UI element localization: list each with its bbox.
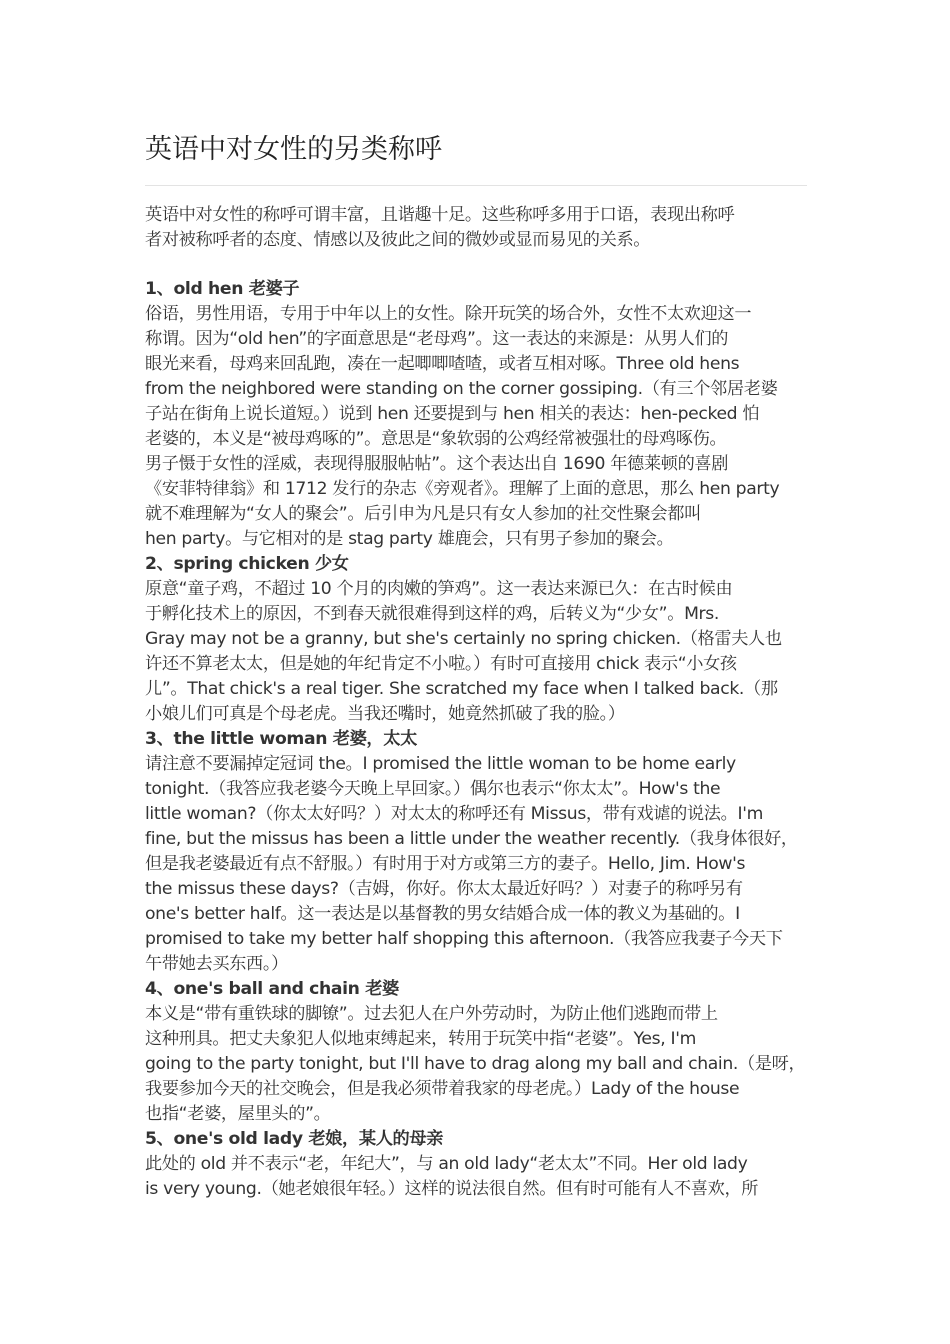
paragraph-line: one's better half。这一表达是以基督教的男女结婚合成一体的教义为基础的。I xyxy=(145,904,740,924)
section-heading: 1、old hen 老婆子 xyxy=(145,279,300,299)
paragraph-line: 男子慑于女性的淫威，表现得服服帖帖”。这个表达出自 1690 年德莱顿的喜剧 xyxy=(145,454,729,474)
paragraph-line: 老婆的，本义是“被母鸡啄的”。意思是“象软弱的公鸡经常被强壮的母鸡啄伤。 xyxy=(145,429,727,449)
article-body xyxy=(145,203,810,1202)
paragraph-line: 于孵化技术上的原因，不到春天就很难得到这样的鸡，后转义为“少女”。Mrs. xyxy=(145,604,719,624)
intro-line: 者对被称呼者的态度、情感以及彼此之间的微妙或显而易见的关系。 xyxy=(145,230,651,250)
section-heading: 5、one's old lady 老娘，某人的母亲 xyxy=(145,1129,444,1149)
section-heading: 2、spring chicken 少女 xyxy=(145,554,349,574)
paragraph-line: promised to take my better half shopping this afternoon.（我答应我妻子今天下 xyxy=(145,929,783,949)
paragraph-line: 就不难理解为“女人的聚会”。后引申为凡是只有女人参加的社交性聚会都叫 xyxy=(145,504,701,524)
paragraph-line: 《安菲特律翁》和 1712 发行的杂志《旁观者》。理解了上面的意思，那么 hen party xyxy=(145,479,780,499)
paragraph-line: 称谓。因为“old hen”的字面意思是“老母鸡”。这一表达的来源是：从男人们的 xyxy=(145,329,729,349)
paragraph-line: fine, but the missus has been a little under the weather recently.（我身体很好， xyxy=(145,829,798,849)
paragraph-line: going to the party tonight, but I'll have to drag along my ball and chain.（是呀， xyxy=(145,1054,806,1074)
paragraph-line: 我要参加今天的社交晚会，但是我必须带着我家的母老虎。）Lady of the house xyxy=(145,1079,740,1099)
paragraph-line: 眼光来看，母鸡来回乱跑，凑在一起唧唧喳喳，或者互相对啄。Three old hens xyxy=(145,354,740,374)
paragraph-line: 这种刑具。把丈夫象犯人似地束缚起来，转用于玩笑中指“老婆”。Yes, I'm xyxy=(145,1029,696,1049)
intro-line: 英语中对女性的称呼可谓丰富，且谐趣十足。这些称呼多用于口语，表现出称呼 xyxy=(145,205,735,225)
paragraph-line: 但是我老婆最近有点不舒服。）有时用于对方或第三方的妻子。Hello, Jim. How's xyxy=(145,854,746,874)
paragraph-line: Gray may not be a granny, but she's certainly no spring chicken.（格雷夫人也 xyxy=(145,629,782,649)
title-divider xyxy=(145,185,807,186)
paragraph-line: 小娘儿们可真是个母老虎。当我还嘴时，她竟然抓破了我的脸。） xyxy=(145,704,625,724)
paragraph-line: 子站在街角上说长道短。）说到 hen 还要提到与 hen 相关的表达：hen-pecked 怕 xyxy=(145,404,760,424)
paragraph-line: 本义是“带有重铁球的脚镣”。过去犯人在户外劳动时，为防止他们逃跑而带上 xyxy=(145,1004,718,1024)
paragraph-line: 午带她去买东西。） xyxy=(145,954,288,974)
paragraph-line: from the neighbored were standing on the corner gossiping.（有三个邻居老婆 xyxy=(145,379,778,399)
paragraph-line: is very young.（她老娘很年轻。）这样的说法很自然。但有时可能有人不喜欢，所 xyxy=(145,1179,759,1199)
paragraph-line: the missus these days?（吉姆，你好。你太太最近好吗？）对妻子的称呼另有 xyxy=(145,879,743,899)
section-heading: 4、one's ball and chain 老婆 xyxy=(145,979,399,999)
section-heading: 3、the little woman 老婆，太太 xyxy=(145,729,417,749)
paragraph-line: 许还不算老太太，但是她的年纪肯定不小啦。）有时可直接用 chick 表示“小女孩 xyxy=(145,654,737,674)
paragraph-line: 俗语，男性用语，专用于中年以上的女性。除开玩笑的场合外，女性不太欢迎这一 xyxy=(145,304,752,324)
paragraph-line: 也指“老婆，屋里头的”。 xyxy=(145,1104,331,1124)
paragraph-line: 原意“童子鸡，不超过 10 个月的肉嫩的笋鸡”。这一表达来源已久：在古时候由 xyxy=(145,579,733,599)
paragraph-line: 儿”。That chick's a real tiger. She scratched my face when I talked back.（那 xyxy=(145,679,778,699)
article-title: 英语中对女性的另类称呼 xyxy=(145,134,442,165)
paragraph-line: 此处的 old 并不表示“老，年纪大”，与 an old lady“老太太”不同。Her old lady xyxy=(145,1154,748,1174)
paragraph-line: 请注意不要漏掉定冠词 the。I promised the little woman to be home early xyxy=(145,754,736,774)
paragraph-line: hen party。与它相对的是 stag party 雄鹿会，只有男子参加的聚会。 xyxy=(145,529,674,549)
paragraph-line: little woman?（你太太好吗？）对太太的称呼还有 Missus，带有戏谑的说法。I'm xyxy=(145,804,763,824)
paragraph-line: tonight.（我答应我老婆今天晚上早回家。）偶尔也表示“你太太”。How's the xyxy=(145,779,721,799)
